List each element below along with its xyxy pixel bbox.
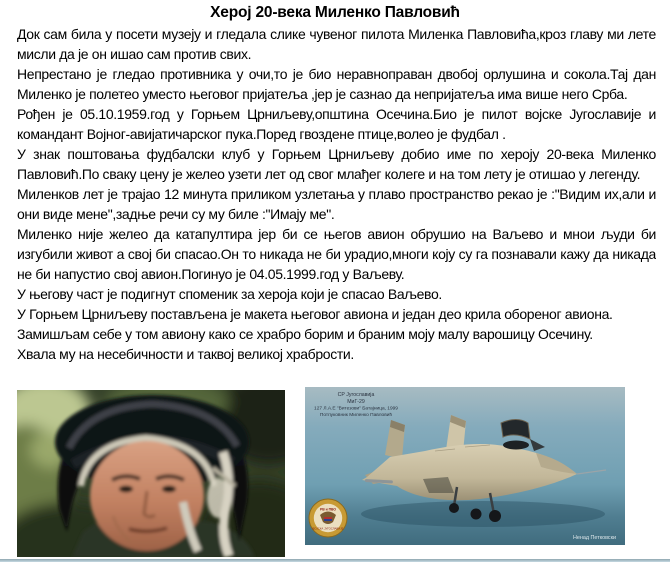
paragraph-8: У Горњем Црниљеву постављена је макета његовог авиона и један део крила обореног авиона. <box>17 306 613 322</box>
paragraph-1: Док сам била у посети музеју и гледала слике чувеног пилота Миленка Павловића,кроз главу ми лете мисли да је он ишао сам против свих. <box>17 26 656 62</box>
paragraph-7: У његову част је подигнут споменик за хероја који је спасао Ваљево. <box>17 286 442 302</box>
pilot-portrait-photo <box>17 390 285 557</box>
eye-left <box>119 486 133 493</box>
model-shadow <box>361 501 605 527</box>
air-force-emblem <box>309 499 347 537</box>
main-gear-wheel-2 <box>471 509 482 520</box>
emblem-top-text: РВ и ПВО <box>319 507 337 512</box>
paragraph-5: Миленков лет је трајао 12 минута приликом узлетања у плаво пространство рекао је :"Видим их,али и они виде мене",задње речи су му биле :"Имају ме". <box>17 186 656 222</box>
bottom-divider <box>0 559 670 562</box>
paragraph-9: Замишљам себе у том авиону како се храбро борим и браним моју малу варошицу Осечину. <box>17 326 593 342</box>
photographer-credit: Ненад Петковски <box>573 535 616 541</box>
paragraph-3: Рођен је 05.10.1959.год у Горњем Црниљеву,општина Осечина.Био је пилот војске Југославије и командант Војног-авијатичарског пука.Поред гвоздене птице,волео је фудбал . <box>17 106 656 142</box>
emblem-bottom-text: ВОЈСКА ЈУГОСЛАВИЈЕ <box>312 526 344 531</box>
caption-line-4: Потпуковник Миленко Павловић <box>319 412 393 418</box>
paragraph-4: У знак поштовања фудбалски клуб у Горњем Црниљеву добио име по хероју 20-века Миленко Павловић.По сваку цену је желео узети лет од свог млађег колеге и на том лету је отишао у легенду. <box>17 146 656 182</box>
paragraph-2: Непрестано је гледао противника у очи,то је био неравноправан двобој орлушина и сокола.Тај дан Миленко је полетео уместо његовог пријатеља ,јер је сазнао да непријатеља има више него Срба. <box>17 66 656 102</box>
caption-line-2: МиГ-29 <box>347 398 365 405</box>
caption-line-1: СР Југославија <box>337 392 375 398</box>
caption-line-3: 127 Л.А.Е "Витезови" Батајница, 1999 <box>314 406 398 412</box>
paragraph-10: Хвала му на несебичности и таквој великој храбрости. <box>17 346 354 362</box>
eye-right <box>162 486 176 493</box>
page-title: Херој 20-века Миленко Павловић <box>210 4 460 21</box>
main-gear-wheel <box>489 510 501 522</box>
nose-gear-wheel <box>449 503 459 513</box>
mig29-model-illustration <box>305 387 625 545</box>
paragraph-6: Миленко није желео да катапултира јер би се његов авион обрушио на Ваљево и мнои људи би изгубили живот а свој би спасао.Он то никада не би урадио,многи коју су га познавали кажу да никада не би напустио свој авион.Погинуо је 04.05.1999.год у Ваљеву. <box>17 226 656 282</box>
article-body <box>17 24 656 386</box>
pilot-figure <box>55 395 255 557</box>
cockpit <box>503 441 529 450</box>
model-aircraft-photo <box>305 387 625 545</box>
pilot-portrait-illustration <box>17 390 285 557</box>
